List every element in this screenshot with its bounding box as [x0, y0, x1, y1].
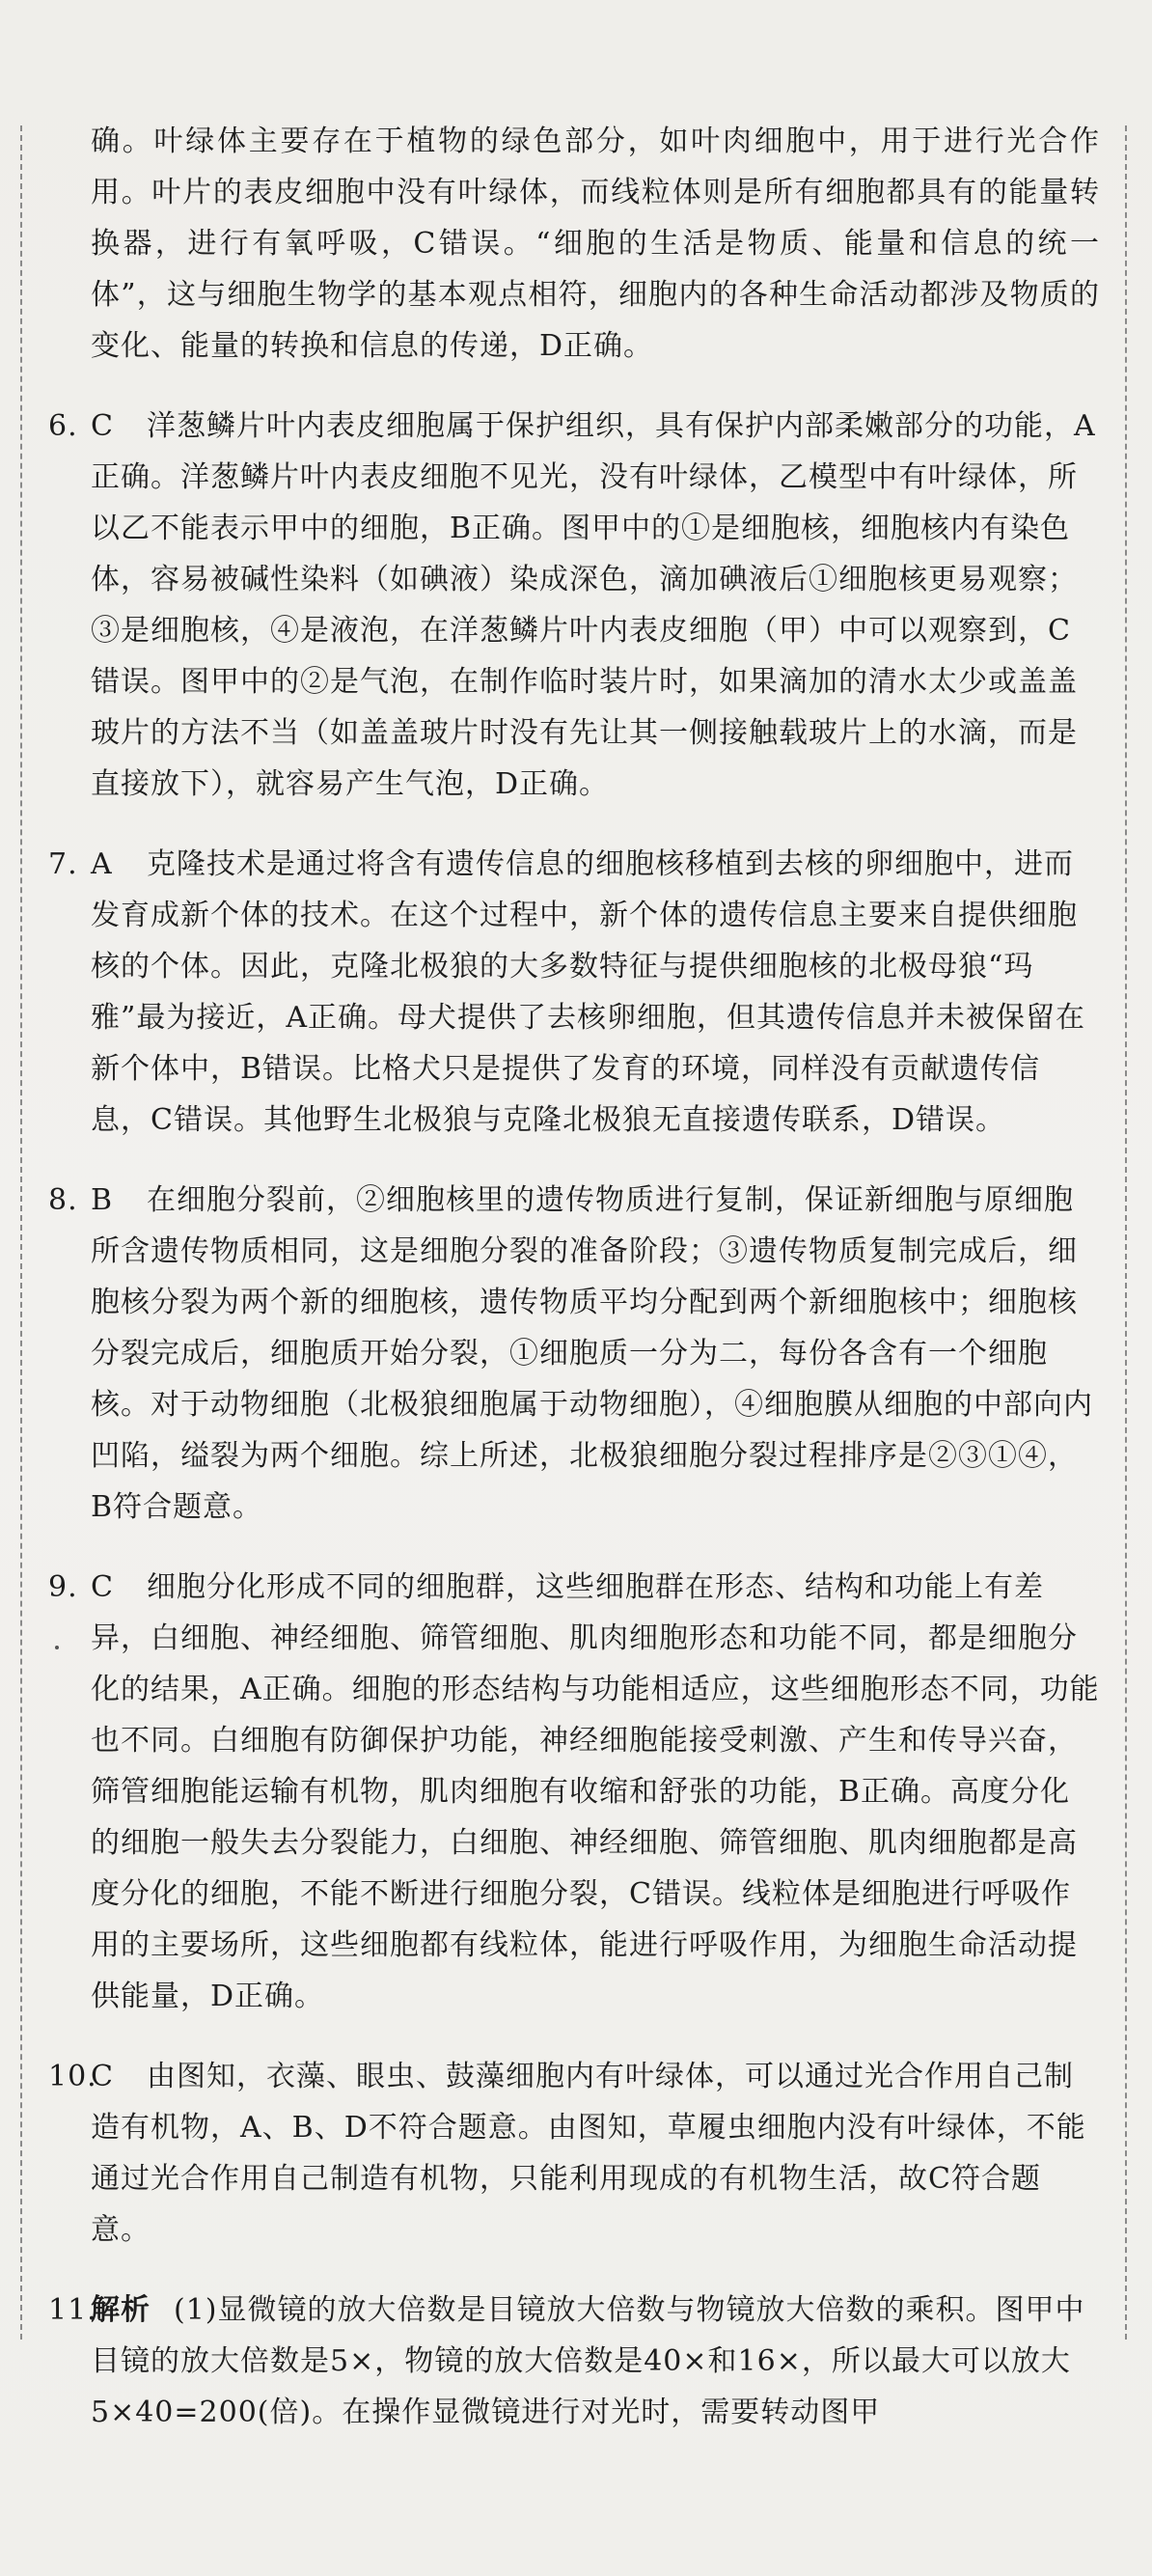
item-body — [91, 401, 1100, 810]
item-text: 由图知，衣藻、眼虫、鼓藻细胞内有叶绿体，可以通过光合作用自己制造有机物，A、B、D不符合题意。由图知，草履虫细胞内没有叶绿体，不能通过光合作用自己制造有机物，只能利用现成的有机物生活，故C符合题意。 — [91, 2060, 1086, 2247]
item-number: 6. — [48, 409, 78, 443]
analysis-label: 解析 — [91, 2293, 151, 2327]
item-body — [91, 2285, 1100, 2438]
answer-explanations — [48, 116, 1100, 2467]
item-number: 9. — [48, 1570, 78, 1604]
item-text: (1)显微镜的放大倍数是目镜放大倍数与物镜放大倍数的乘积。图甲中目镜的放大倍数是5×，物镜的放大倍数是40×和16×，所以最大可以放大5×40=200(倍)。在操作显微镜进行对光时，需要转动图甲 — [91, 2293, 1085, 2429]
item-number: 10. — [48, 2060, 97, 2093]
continued-text: 确。叶绿体主要存在于植物的绿色部分，如叶肉细胞中，用于进行光合作用。叶片的表皮细胞中没有叶绿体，而线粒体则是所有细胞都具有的能量转换器，进行有氧呼吸，C错误。“细胞的生活是物质、能量和信息的统一体”，这与细胞生物学的基本观点相符，细胞内的各种生命活动都涉及物质的变化、能量的转换和信息的传递，D正确。 — [91, 125, 1100, 363]
item-text: 细胞分化形成不同的细胞群，这些细胞群在形态、结构和功能上有差异，白细胞、神经细胞、筛管细胞、肌肉细胞形态和功能不同，都是细胞分化的结果，A正确。细胞的形态结构与功能相适应，这些细胞形态不同，功能也不同。白细胞有防御保护功能，神经细胞能接受刺激、产生和传导兴奋，筛管细胞能运输有机物，肌肉细胞有收缩和舒张的功能，B正确。高度分化的细胞一般失去分裂能力，白细胞、神经细胞、筛管细胞、肌肉细胞都是高度分化的细胞，不能不断进行细胞分裂，C错误。线粒体是细胞进行呼吸作用的主要场所，这些细胞都有线粒体，能进行呼吸作用，为细胞生命活动提供能量，D正确。 — [91, 1570, 1100, 2013]
answer-item-7 — [48, 839, 1100, 1146]
answer-item-11 — [48, 2285, 1100, 2438]
answer-item-10 — [48, 2051, 1100, 2256]
right-dashed-binding-line — [1125, 125, 1127, 2340]
answer-letter: C — [91, 409, 114, 443]
item-number: 8. — [48, 1183, 78, 1217]
answer-item-6 — [48, 401, 1100, 810]
item-body — [91, 1562, 1100, 2022]
left-dashed-binding-line — [20, 125, 22, 2340]
item-number: 7. — [48, 847, 78, 881]
item-body — [91, 2051, 1100, 2256]
answer-letter: B — [91, 1183, 114, 1217]
answer-item-8 — [48, 1175, 1100, 1533]
answer-letter: C — [91, 1570, 114, 1604]
continued-paragraph — [48, 116, 1100, 372]
item-number: 11. — [48, 2293, 97, 2327]
answer-item-9 — [48, 1562, 1100, 2022]
answer-letter: A — [91, 847, 113, 881]
item-body — [91, 1175, 1100, 1533]
item-text: 克隆技术是通过将含有遗传信息的细胞核移植到去核的卵细胞中，进而发育成新个体的技术。在这个过程中，新个体的遗传信息主要来自提供细胞核的个体。因此，克隆北极狼的大多数特征与提供细胞核的北极母狼“玛雅”最为接近，A正确。母犬提供了去核卵细胞，但其遗传信息并未被保留在新个体中，B错误。比格犬只是提供了发育的环境，同样没有贡献遗传信息，C错误。其他野生北极狼与克隆北极狼无直接遗传联系，D错误。 — [91, 847, 1086, 1137]
item-body — [91, 839, 1100, 1146]
answer-letter: C — [91, 2060, 114, 2093]
item-text: 在细胞分裂前，②细胞核里的遗传物质进行复制，保证新细胞与原细胞所含遗传物质相同，这是细胞分裂的准备阶段；③遗传物质复制完成后，细胞核分裂为两个新的细胞核，遗传物质平均分配到两个新细胞核中；细胞核分裂完成后，细胞质开始分裂，①细胞质一分为二，每份各含有一个细胞核。对于动物细胞（北极狼细胞属于动物细胞），④细胞膜从细胞的中部向内凹陷，缢裂为两个细胞。综上所述，北极狼细胞分裂过程排序是②③①④，B符合题意。 — [91, 1183, 1093, 1524]
item-text: 洋葱鳞片叶内表皮细胞属于保护组织，具有保护内部柔嫩部分的功能，A正确。洋葱鳞片叶内表皮细胞不见光，没有叶绿体，乙模型中有叶绿体，所以乙不能表示甲中的细胞，B正确。图甲中的①是细胞核，细胞核内有染色体，容易被碱性染料（如碘液）染成深色，滴加碘液后①细胞核更易观察；③是细胞核，④是液泡，在洋葱鳞片叶内表皮细胞（甲）中可以观察到，C错误。图甲中的②是气泡，在制作临时装片时，如果滴加的清水太少或盖盖玻片的方法不当（如盖盖玻片时没有先让其一侧接触载玻片上的水滴，而是直接放下），就容易产生气泡，D正确。 — [91, 409, 1096, 801]
